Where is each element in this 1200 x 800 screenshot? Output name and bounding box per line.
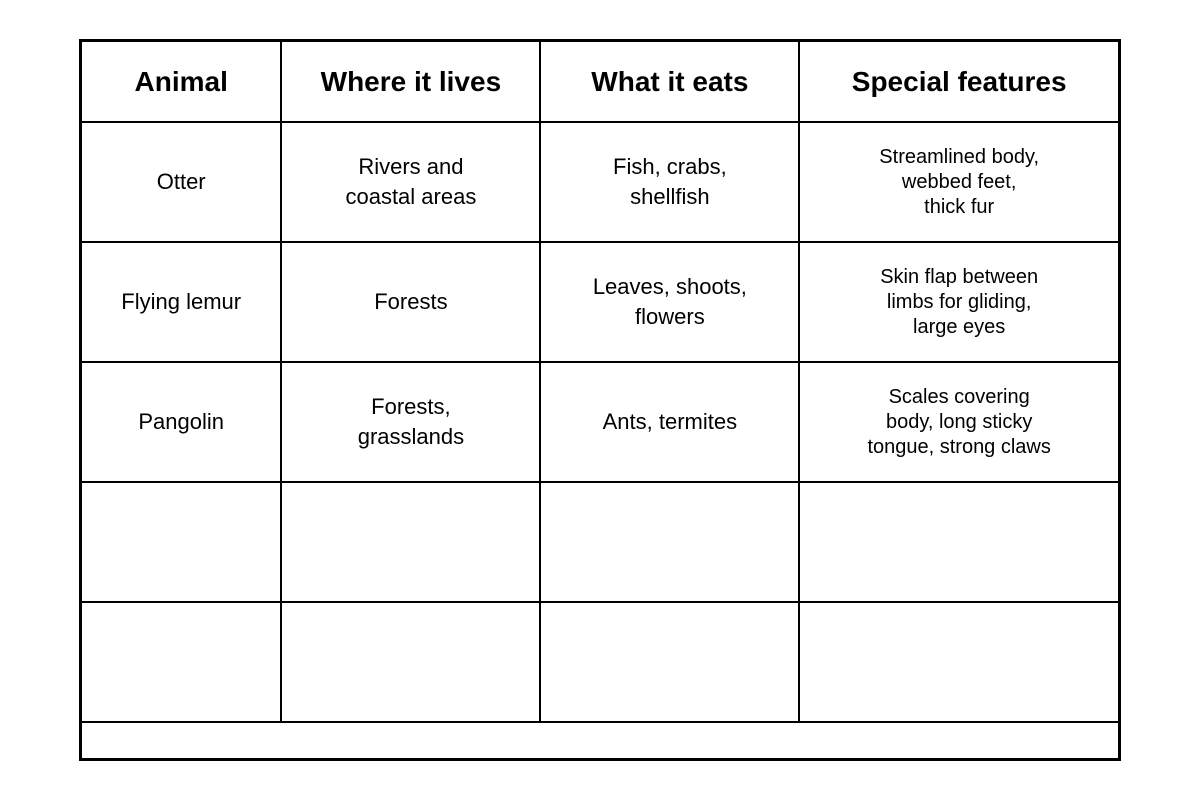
animal-cell <box>82 122 281 242</box>
features-cell <box>799 482 1118 602</box>
features-cell <box>799 122 1118 242</box>
cell-text: Otter <box>156 169 206 194</box>
diet-cell <box>540 122 799 242</box>
cell-text: Forests <box>374 289 448 314</box>
cell-text: Rivers and coastal areas <box>345 154 477 209</box>
header-animal: Animal <box>82 42 281 122</box>
cell-text: Ants, termites <box>602 409 738 434</box>
cell-text: Pangolin <box>138 409 224 434</box>
table-row <box>82 602 1118 722</box>
diet-cell <box>540 482 799 602</box>
cell-text: Skin flap between limbs for gliding, large eyes <box>880 265 1039 338</box>
features-cell <box>799 602 1118 722</box>
diet-cell <box>540 362 799 482</box>
features-cell <box>799 362 1118 482</box>
features-cell <box>799 242 1118 362</box>
habitat-cell <box>281 602 540 722</box>
animal-cell <box>82 482 281 602</box>
cell-text: Flying lemur <box>121 289 242 314</box>
habitat-cell <box>281 122 540 242</box>
header-where-it-lives: Where it lives <box>281 42 540 122</box>
animal-cell <box>82 242 281 362</box>
table-row <box>82 242 1118 362</box>
animal-table-frame <box>79 39 1121 761</box>
diet-cell <box>540 242 799 362</box>
table-row <box>82 362 1118 482</box>
cell-text: Scales covering body, long sticky tongue, strong claws <box>867 385 1051 458</box>
header-what-it-eats: What it eats <box>540 42 799 122</box>
animal-cell <box>82 362 281 482</box>
habitat-cell <box>281 362 540 482</box>
table-row <box>82 122 1118 242</box>
cell-text: Fish, crabs, shellfish <box>613 154 727 209</box>
header-special-features: Special features <box>799 42 1118 122</box>
cell-text: Leaves, shoots, flowers <box>592 274 747 329</box>
animal-table <box>82 42 1118 723</box>
habitat-cell <box>281 482 540 602</box>
diet-cell <box>540 602 799 722</box>
cell-text: Forests, grasslands <box>357 394 465 449</box>
cell-text: Streamlined body, webbed feet, thick fur <box>879 145 1040 218</box>
table-row <box>82 482 1118 602</box>
header-row <box>82 42 1118 122</box>
habitat-cell <box>281 242 540 362</box>
animal-cell <box>82 602 281 722</box>
